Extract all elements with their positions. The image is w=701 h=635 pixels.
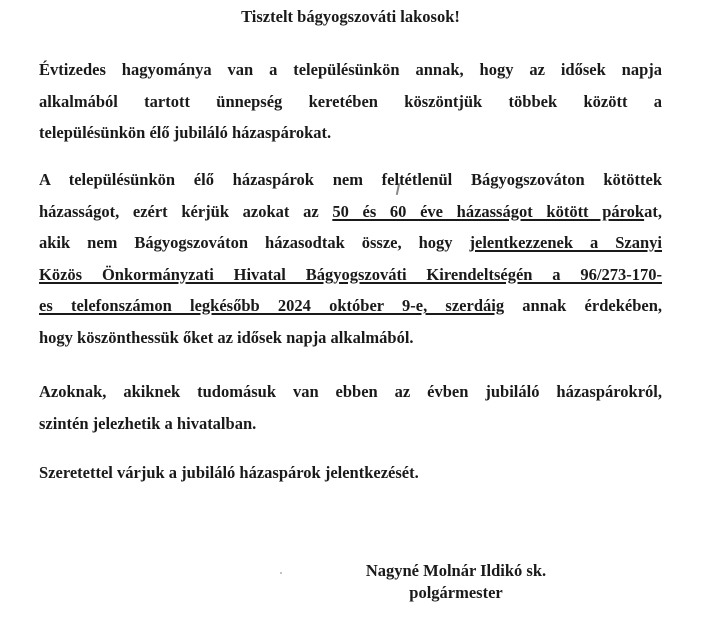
paragraph-closing bbox=[39, 457, 662, 489]
underlined-anniversary-text: 50 és 60 éve házasságot kötött párok bbox=[332, 201, 645, 221]
paragraph-tradition bbox=[39, 54, 662, 149]
paragraph-line: alkalmából tartott ünnepség keretében köszöntjük többek között a bbox=[39, 91, 662, 111]
speck-mark bbox=[280, 572, 282, 574]
signatory-name: Nagyné Molnár Ildikó sk. bbox=[365, 561, 547, 580]
paragraph-others bbox=[39, 376, 662, 439]
paragraph-line: A településünkön élő házaspárok nem feltétlenül Bágyogszováton kötöttek bbox=[39, 170, 662, 189]
signatory-role: polgármester bbox=[409, 583, 503, 602]
paragraph-request bbox=[39, 164, 662, 353]
underlined-contact-text: Közös Önkormányzati Hivatal Bágyogszováti Kirendeltségén a 96/273-170- bbox=[39, 264, 662, 284]
paragraph-line bbox=[39, 227, 662, 259]
text-segment: házasságot, ezért kérjük azokat az bbox=[39, 201, 333, 221]
text-segment: annak érdekében, bbox=[504, 296, 663, 315]
underlined-deadline-text: es telefonszámon legkésőbb 2024 október 9-e, szerdáig bbox=[39, 296, 505, 315]
paragraph-line: településünkön élő jubiláló házaspárokat. bbox=[39, 123, 332, 142]
paragraph-line: Évtizedes hagyománya van a településünkön annak, hogy az idősek napja bbox=[39, 60, 662, 79]
underlined-contact-text: jelentkezzenek a Szanyi bbox=[469, 233, 662, 252]
paragraph-line bbox=[39, 196, 662, 228]
paragraph-line bbox=[39, 290, 662, 322]
letter-salutation: Tisztelt bágyogszováti lakosok! bbox=[241, 7, 460, 26]
paragraph-line bbox=[39, 259, 662, 291]
paragraph-line: Szeretettel várjuk a jubiláló házaspárok jelentkezését. bbox=[39, 463, 419, 482]
paragraph-line: Azoknak, akiknek tudomásuk van ebben az évben jubiláló házaspárokról, bbox=[39, 382, 662, 401]
paragraph-line: szintén jelezhetik a hivatalban. bbox=[39, 413, 257, 433]
paragraph-line: hogy köszönthessük őket az idősek napja alkalmából. bbox=[39, 327, 414, 347]
text-segment: at, bbox=[644, 201, 662, 221]
text-segment: akik nem Bágyogszováton házasodtak össze, hogy bbox=[39, 233, 470, 252]
